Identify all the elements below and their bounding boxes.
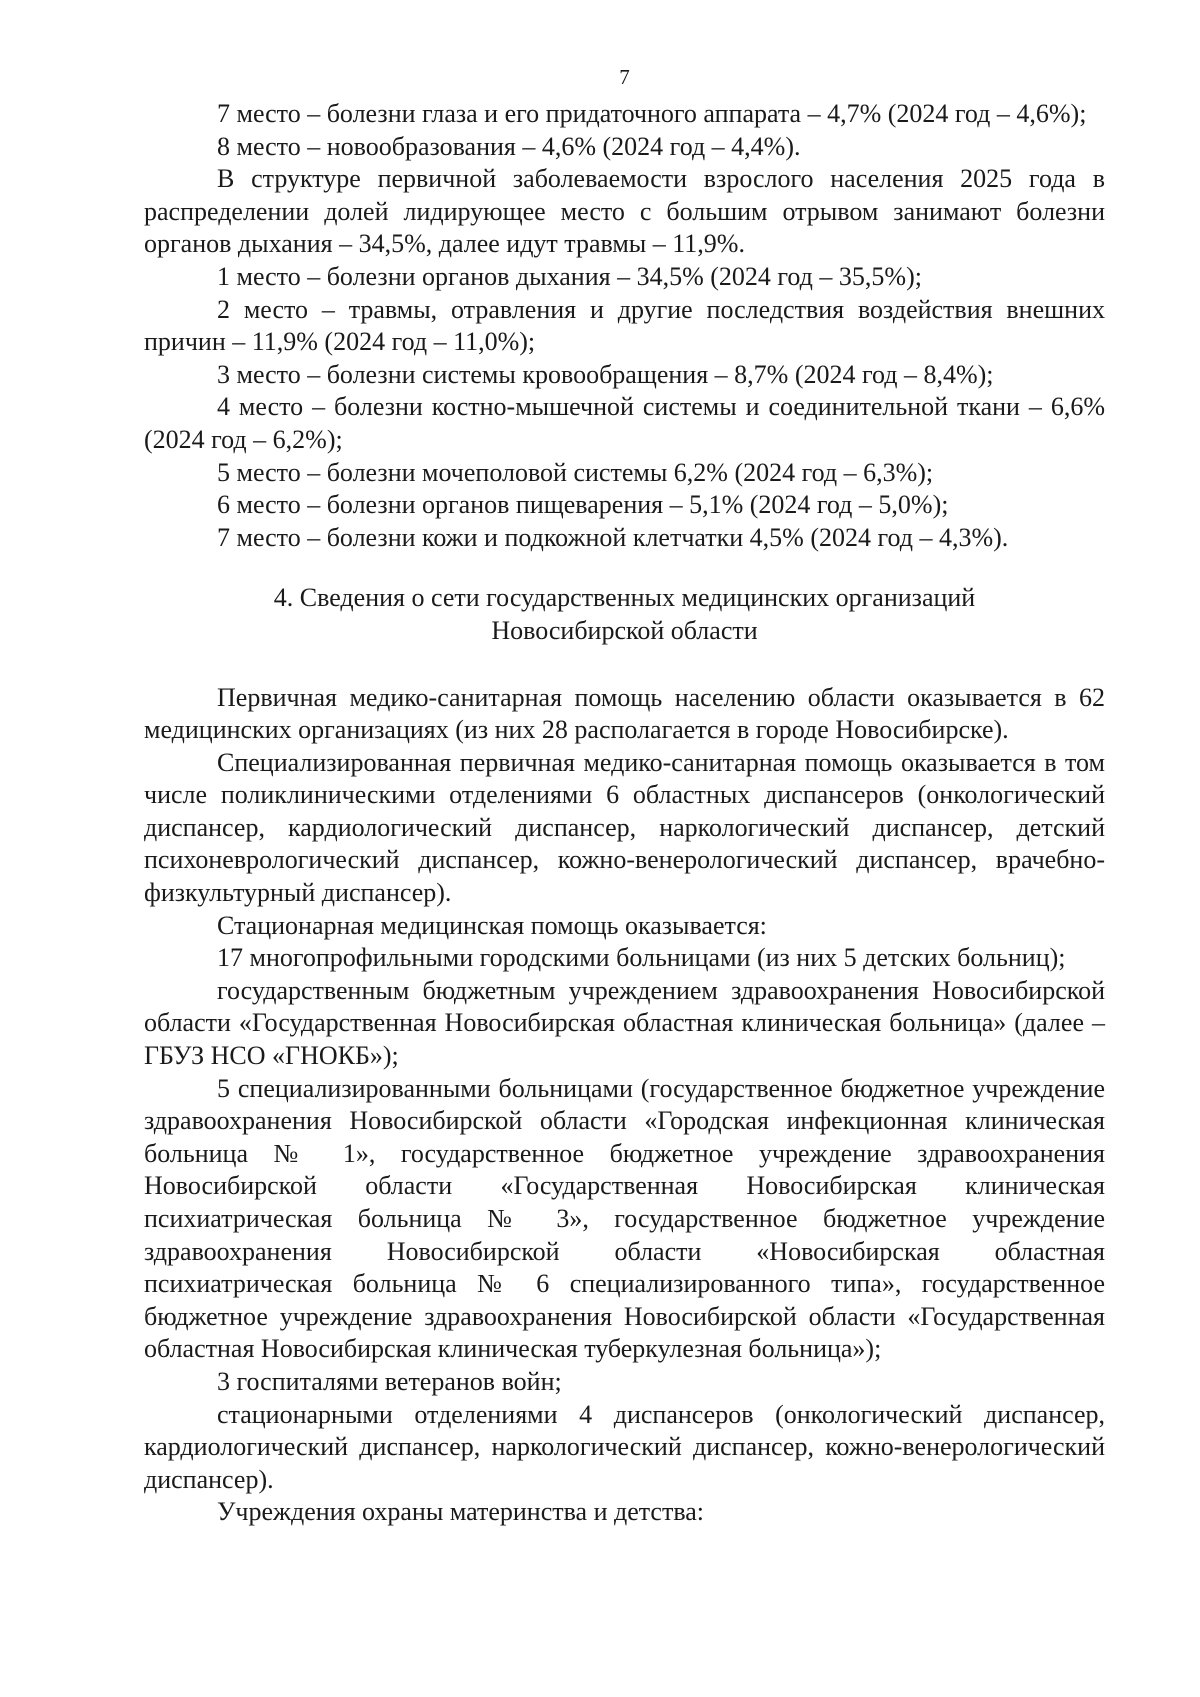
paragraph: В структуре первичной заболеваемости взрослого населения 2025 года в распределении долей лидирующее место с большим отрывом занимают болезни органов дыхания – 34,5%, далее идут травмы – 11,9%.	[144, 164, 1105, 259]
paragraph: 1 место – болезни органов дыхания – 34,5% (2024 год – 35,5%);	[217, 261, 922, 291]
paragraph: 5 место – болезни мочеполовой системы 6,2% (2024 год – 6,3%);	[217, 457, 934, 487]
paragraph: 3 госпиталями ветеранов войн;	[217, 1366, 562, 1396]
paragraph: Специализированная первичная медико-санитарная помощь оказывается в том числе поликлиническими отделениями 6 областных диспансеров (онкологический диспансер, кардиологический диспансер, наркологический диспансер, детский психоневрологический диспансер, кожно-венерологический диспансер, врачебно-физкультурный диспансер).	[144, 747, 1105, 908]
paragraph: 7 место – болезни глаза и его придаточного аппарата – 4,7% (2024 год – 4,6%);	[217, 99, 1087, 128]
paragraph: Учреждения охраны материнства и детства:	[217, 1497, 705, 1527]
section-title	[144, 582, 1105, 647]
paragraph: 6 место – болезни органов пищеварения – 5,1% (2024 год – 5,0%);	[217, 490, 949, 520]
top-text-block	[144, 98, 1105, 554]
page-number: 7	[619, 65, 630, 89]
paragraph: 5 специализированными больницами (государственное бюджетное учреждение здравоохранения Новосибирской области «Городская инфекционная клиническая больница № 1», государственное бюджетное учреждение здравоохранения Новосибирской области «Государственная Новосибирская клиническая психиатрическая больница № 3», государственное бюджетное учреждение здравоохранения Новосибирской области «Новосибирская областная психиатрическая больница № 6 специализированного типа», государственное бюджетное учреждение здравоохранения Новосибирской области «Государственная областная Новосибирская клиническая туберкулезная больница»);	[144, 1073, 1105, 1364]
section-title-line: 4. Сведения о сети государственных медицинских организаций	[273, 583, 976, 613]
paragraph: стационарными отделениями 4 диспансеров (онкологический диспансер, кардиологический диспансер, наркологический диспансер, кожно-венерологический диспансер).	[144, 1399, 1105, 1494]
paragraph: Стационарная медицинская помощь оказывается:	[217, 910, 767, 940]
paragraph: государственным бюджетным учреждением здравоохранения Новосибирской области «Государственная Новосибирская областная клиническая больница» (далее – ГБУЗ НСО «ГНОКБ»);	[144, 975, 1105, 1071]
paragraph: 4 место – болезни костно-мышечной системы и соединительной ткани – 6,6% (2024 год – 6,2%);	[144, 392, 1105, 454]
paragraph: 3 место – болезни системы кровообращения – 8,7% (2024 год – 8,4%);	[217, 359, 994, 389]
bottom-text-block	[144, 682, 1105, 1529]
paragraph: 7 место – болезни кожи и подкожной клетчатки 4,5% (2024 год – 4,3%).	[217, 522, 1009, 552]
section-title-line: Новосибирской области	[491, 615, 758, 645]
paragraph: Первичная медико-санитарная помощь населению области оказывается в 62 медицинских организациях (из них 28 располагается в городе Новосибирске).	[144, 682, 1105, 745]
paragraph: 2 место – травмы, отравления и другие последствия воздействия внешних причин – 11,9% (2024 год – 11,0%);	[144, 294, 1105, 357]
paragraph: 8 место – новообразования – 4,6% (2024 год – 4,4%).	[217, 131, 801, 161]
paragraph: 17 многопрофильными городскими больницами (из них 5 детских больниц);	[217, 943, 1066, 973]
